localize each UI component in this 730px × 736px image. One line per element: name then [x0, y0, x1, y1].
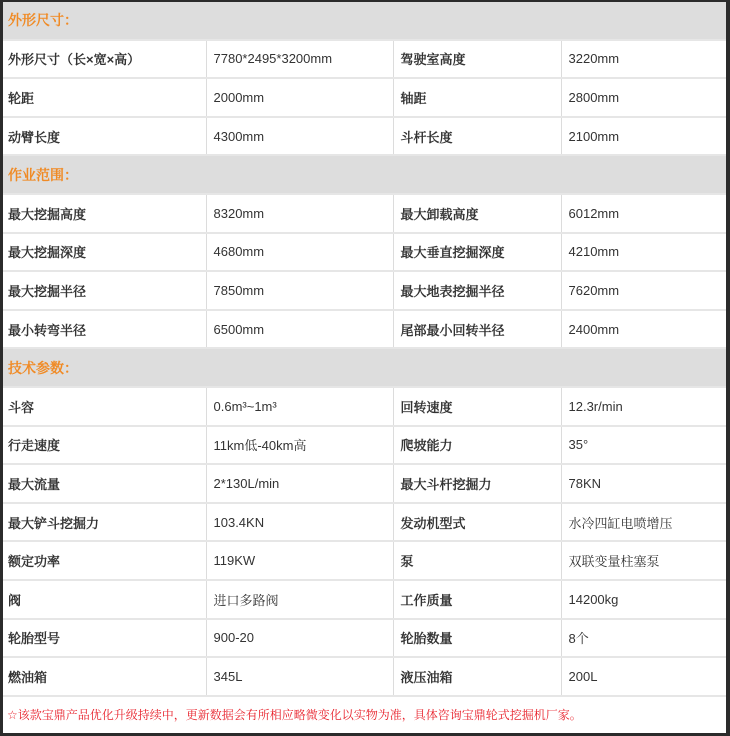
table-row — [3, 78, 726, 117]
table-row — [3, 40, 726, 79]
spec-value: 345L — [206, 657, 393, 695]
spec-label: 尾部最小回转半径 — [393, 310, 561, 349]
spec-label: 最大地表挖掘半径 — [393, 271, 561, 310]
spec-label: 爬坡能力 — [393, 426, 561, 465]
spec-value: 4300mm — [206, 117, 393, 156]
spec-value: 103.4KN — [206, 503, 393, 542]
spec-value: 7620mm — [561, 271, 726, 310]
spec-value: 2800mm — [561, 78, 726, 117]
spec-value: 14200kg — [561, 580, 726, 619]
spec-label: 最大流量 — [3, 464, 206, 503]
table-row — [3, 194, 726, 233]
table-row — [3, 619, 726, 658]
spec-value: 8320mm — [206, 194, 393, 233]
spec-value: 7780*2495*3200mm — [206, 40, 393, 79]
table-row — [3, 310, 726, 349]
spec-label: 动臂长度 — [3, 117, 206, 156]
table-row — [3, 503, 726, 542]
spec-value: 0.6m³~1m³ — [206, 387, 393, 426]
spec-label: 外形尺寸（长×宽×高） — [3, 40, 206, 79]
table-row — [3, 657, 726, 695]
spec-value: 7850mm — [206, 271, 393, 310]
spec-value: 水冷四缸电喷增压 — [561, 503, 726, 542]
section-header-dimensions — [3, 2, 726, 40]
spec-label: 液压油箱 — [393, 657, 561, 695]
spec-label: 驾驶室高度 — [393, 40, 561, 79]
section-title: 外形尺寸： — [3, 2, 726, 40]
spec-value: 78KN — [561, 464, 726, 503]
section-header-technical-params — [3, 348, 726, 387]
spec-label: 轮胎型号 — [3, 619, 206, 658]
spec-value: 2400mm — [561, 310, 726, 349]
spec-value: 2100mm — [561, 117, 726, 156]
spec-sheet — [3, 2, 726, 733]
spec-value: 12.3r/min — [561, 387, 726, 426]
spec-value: 4210mm — [561, 233, 726, 272]
spec-value: 119KW — [206, 541, 393, 580]
table-row — [3, 233, 726, 272]
spec-label: 工作质量 — [393, 580, 561, 619]
spec-value: 6012mm — [561, 194, 726, 233]
spec-value: 2*130L/min — [206, 464, 393, 503]
spec-label: 发动机型式 — [393, 503, 561, 542]
spec-value: 200L — [561, 657, 726, 695]
disclaimer-note: ☆该款宝鼎产品优化升级持续中，更新数据会有所相应略微变化以实物为准，具体咨询宝鼎轮式挖掘机厂家。 — [3, 695, 726, 733]
spec-value: 双联变量柱塞泵 — [561, 541, 726, 580]
spec-label: 额定功率 — [3, 541, 206, 580]
table-row — [3, 117, 726, 156]
section-header-working-range — [3, 155, 726, 194]
spec-label: 斗容 — [3, 387, 206, 426]
table-row — [3, 464, 726, 503]
spec-label: 轴距 — [393, 78, 561, 117]
table-row — [3, 541, 726, 580]
spec-value: 2000mm — [206, 78, 393, 117]
spec-value: 3220mm — [561, 40, 726, 79]
spec-value: 进口多路阀 — [206, 580, 393, 619]
section-title: 作业范围： — [3, 155, 726, 194]
spec-label: 最大卸载高度 — [393, 194, 561, 233]
table-row — [3, 271, 726, 310]
spec-label: 最大挖掘半径 — [3, 271, 206, 310]
spec-table — [3, 2, 726, 695]
spec-label: 最大挖掘高度 — [3, 194, 206, 233]
spec-value: 6500mm — [206, 310, 393, 349]
spec-label: 轮胎数量 — [393, 619, 561, 658]
spec-label: 回转速度 — [393, 387, 561, 426]
spec-label: 斗杆长度 — [393, 117, 561, 156]
spec-value: 8个 — [561, 619, 726, 658]
spec-value: 35° — [561, 426, 726, 465]
spec-label: 最大铲斗挖掘力 — [3, 503, 206, 542]
spec-value: 11km低-40km高 — [206, 426, 393, 465]
table-row — [3, 387, 726, 426]
spec-label: 轮距 — [3, 78, 206, 117]
table-row — [3, 426, 726, 465]
spec-value: 900-20 — [206, 619, 393, 658]
spec-label: 泵 — [393, 541, 561, 580]
spec-label: 最小转弯半径 — [3, 310, 206, 349]
spec-label: 最大斗杆挖掘力 — [393, 464, 561, 503]
table-row — [3, 580, 726, 619]
spec-label: 最大挖掘深度 — [3, 233, 206, 272]
spec-label: 阀 — [3, 580, 206, 619]
section-title: 技术参数： — [3, 348, 726, 387]
spec-label: 燃油箱 — [3, 657, 206, 695]
spec-label: 最大垂直挖掘深度 — [393, 233, 561, 272]
spec-label: 行走速度 — [3, 426, 206, 465]
spec-value: 4680mm — [206, 233, 393, 272]
